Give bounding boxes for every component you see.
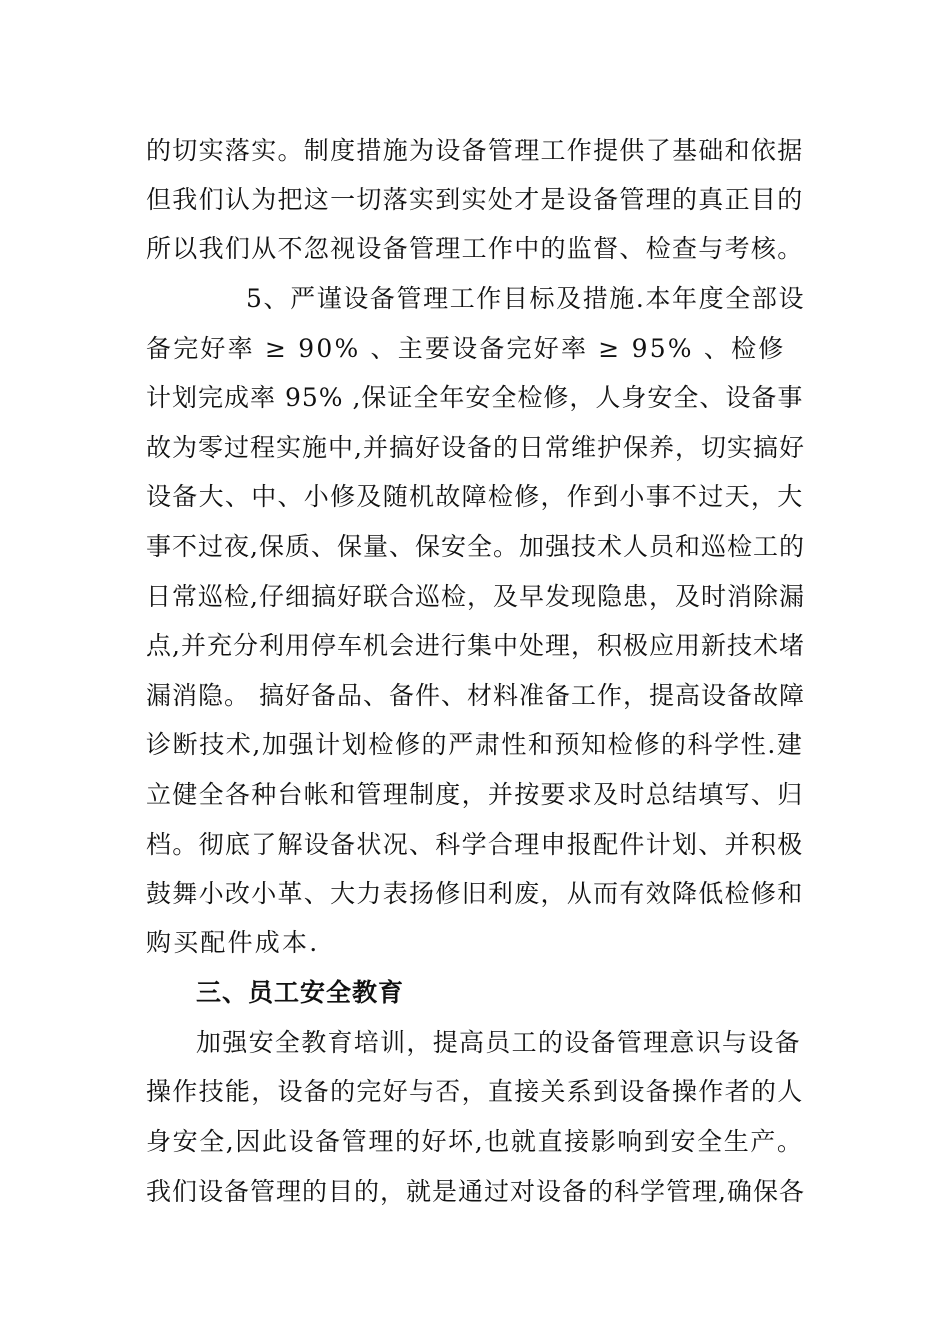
text-line-5: 备完好率 ≥ 90% 、主要设备完好率 ≥ 95% 、检修: [146, 334, 786, 363]
text-line-11: 点,并充分利用停车机会进行集中处理，积极应用新技术堵: [146, 631, 805, 660]
text-line-1: 的切实落实。制度措施为设备管理工作提供了基础和依据: [146, 136, 804, 165]
text-line-20: 操作技能，设备的完好与否，直接关系到设备操作者的人: [146, 1077, 804, 1106]
text-line-14: 立健全各种台帐和管理制度，并按要求及时总结填写、归: [146, 780, 804, 809]
text-line-19: 加强安全教育培训，提高员工的设备管理意识与设备: [196, 1028, 801, 1057]
text-line-4: 5、严谨设备管理工作目标及措施.本年度全部设: [246, 284, 806, 313]
text-line-8: 设备大、中、小修及随机故障检修，作到小事不过天，大: [146, 482, 804, 511]
text-line-3: 所以我们从不忽视设备管理工作中的监督、检查与考核。: [146, 234, 804, 263]
text-line-6: 计划完成率 95% ,保证全年安全检修，人身安全、设备事: [146, 383, 804, 412]
text-line-22: 我们设备管理的目的，就是通过对设备的科学管理,确保各: [146, 1177, 805, 1206]
text-line-16: 鼓舞小改小革、大力表扬修旧利废，从而有效降低检修和: [146, 879, 804, 908]
text-line-10: 日常巡检,仔细搞好联合巡检，及早发现隐患，及时消除漏: [146, 582, 805, 611]
text-line-7: 故为零过程实施中,并搞好设备的日常维护保养，切实搞好: [146, 433, 805, 462]
text-line-9: 事不过夜,保质、保量、保安全。加强技术人员和巡检工的: [146, 532, 805, 561]
text-line-21: 身安全,因此设备管理的好坏,也就直接影响到安全生产。: [146, 1127, 804, 1156]
section-heading: 三、员工安全教育: [196, 978, 405, 1007]
text-line-12: 漏消隐。 搞好备品、备件、材料准备工作，提高设备故障: [146, 681, 805, 710]
text-line-15: 档。彻底了解设备状况、科学合理申报配件计划、并积极: [146, 830, 804, 859]
text-line-2: 但我们认为把这一切落实到实处才是设备管理的真正目的: [146, 185, 804, 214]
text-line-13: 诊断技术,加强计划检修的严肃性和预知检修的科学性.建: [146, 730, 804, 759]
text-line-17: 购买配件成本.: [146, 928, 320, 957]
